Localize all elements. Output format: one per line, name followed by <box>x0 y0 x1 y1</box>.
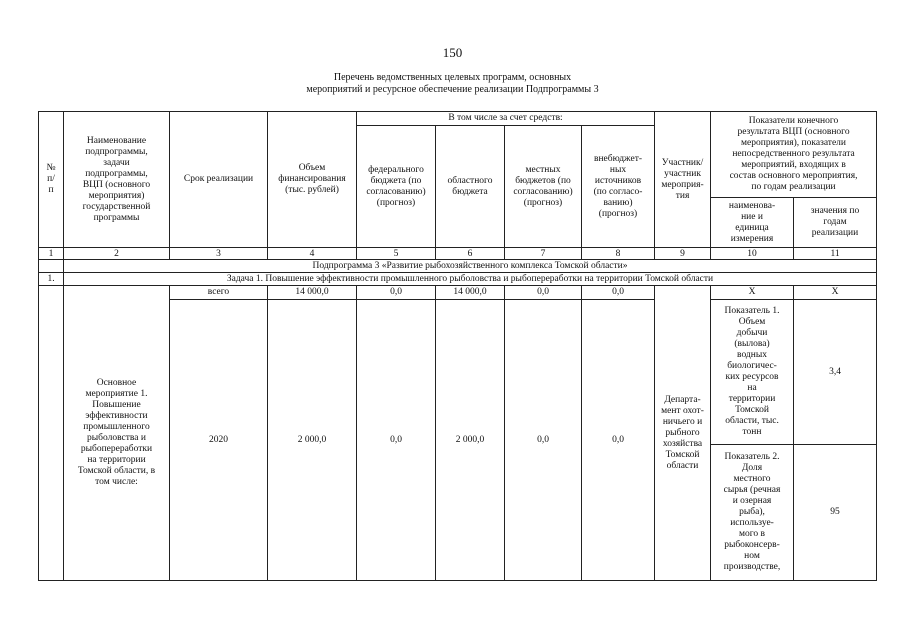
indicator-1-name: Показатель 1. Объем добычи (вылова) водных биологичес- ких ресурсов на территории Томской области, тыс. тонн <box>711 300 794 445</box>
page-number: 150 <box>442 45 463 60</box>
document-title <box>0 72 905 96</box>
colnum-4: 4 <box>268 248 357 260</box>
colnum-9: 9 <box>655 248 711 260</box>
program-table <box>38 111 877 581</box>
indicator-2-value: 95 <box>794 445 877 581</box>
header-indicator-values: значения по годам реализации <box>794 198 877 248</box>
colnum-2: 2 <box>64 248 170 260</box>
header-indicators-group: Показатели конечного результата ВЦП (основного мероприятия), показатели непосредственного результата мероприятий, входящих в состав основного мероприятия, по годам реализации <box>711 112 877 198</box>
header-row-1 <box>39 112 877 126</box>
colnum-1: 1 <box>39 248 64 260</box>
measure-participant: Департа- мент охот- ничьего и рыбного хозяйства Томской области <box>655 286 711 581</box>
indicator-2-name: Показатель 2. Доля местного сырья (речная и озерная рыба), используе- мого в рыбоконсерв- ном производстве, <box>711 445 794 581</box>
task-title: Задача 1. Повышение эффективности промышленного рыболовства и рыбопереработки на территории Томской области <box>64 273 877 286</box>
column-numbers-row <box>39 248 877 260</box>
measure-name: Основное мероприятие 1. Повышение эффективности промышленного рыболовства и рыбопереработки на территории Томской области, в том числе: <box>64 286 170 581</box>
header-indicator-name: наименова- ние и единица измерения <box>711 198 794 248</box>
year-volume: 2 000,0 <box>268 300 357 581</box>
header-participant: Участник/ участник мероприя- тия <box>655 112 711 248</box>
subprogram-num <box>39 260 64 273</box>
task-num: 1. <box>39 273 64 286</box>
subprogram-row <box>39 260 877 273</box>
title-line-1: Перечень ведомственных целевых программ, основных <box>333 72 572 83</box>
total-period: всего <box>170 286 268 300</box>
subprogram-title: Подпрограмма 3 «Развитие рыбохозяйственного комплекса Томской области» <box>64 260 877 273</box>
year-period: 2020 <box>170 300 268 581</box>
year-extra: 0,0 <box>582 300 655 581</box>
year-local: 0,0 <box>505 300 582 581</box>
colnum-10: 10 <box>711 248 794 260</box>
header-num: № п/ п <box>39 112 64 248</box>
total-indicator-name: Х <box>711 286 794 300</box>
header-federal: федерального бюджета (по согласованию) (прогноз) <box>357 126 436 248</box>
total-volume: 14 000,0 <box>268 286 357 300</box>
header-regional: областного бюджета <box>436 126 505 248</box>
total-extra: 0,0 <box>582 286 655 300</box>
total-indicator-value: Х <box>794 286 877 300</box>
header-extra: внебюджет- ных источников (по согласо- ванию) (прогноз) <box>582 126 655 248</box>
colnum-6: 6 <box>436 248 505 260</box>
header-name: Наименование подпрограммы, задачи подпрограммы, ВЦП (основного мероприятия) государственной программы <box>64 112 170 248</box>
header-local: местных бюджетов (по согласованию) (прогноз) <box>505 126 582 248</box>
colnum-3: 3 <box>170 248 268 260</box>
title-line-2: мероприятий и ресурсное обеспечение реализации Подпрограммы 3 <box>306 84 599 95</box>
colnum-7: 7 <box>505 248 582 260</box>
year-federal: 0,0 <box>357 300 436 581</box>
total-regional: 14 000,0 <box>436 286 505 300</box>
colnum-5: 5 <box>357 248 436 260</box>
colnum-11: 11 <box>794 248 877 260</box>
header-volume: Объем финансирования (тыс. рублей) <box>268 112 357 248</box>
measure-total-row <box>39 286 877 300</box>
colnum-8: 8 <box>582 248 655 260</box>
header-sources-group: В том числе за счет средств: <box>357 112 655 126</box>
indicator-1-value: 3,4 <box>794 300 877 445</box>
total-federal: 0,0 <box>357 286 436 300</box>
year-regional: 2 000,0 <box>436 300 505 581</box>
total-local: 0,0 <box>505 286 582 300</box>
header-period: Срок реализации <box>170 112 268 248</box>
task-row <box>39 273 877 286</box>
measure-num <box>39 286 64 581</box>
